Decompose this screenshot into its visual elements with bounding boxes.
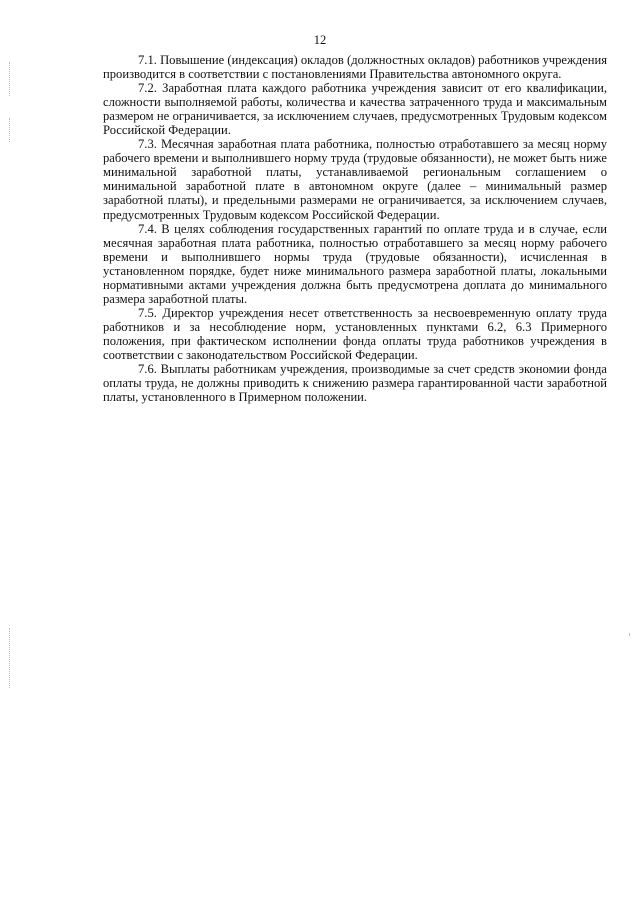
document-body [103,53,607,404]
scan-speck [629,633,630,636]
paragraph-7-3: 7.3. Месячная заработная плата работника, полностью отработавшего за месяц норму рабочего времени и выполнившего норму труда (трудовые обязанности), не может быть ниже минимальной заработной платы, устанавливаемой региональным соглашением о минимальной заработной плате в автономном округе (далее – минимальный размер заработной платы), и предельными размерами не ограничивается, за исключением случаев, предусмотренных Трудовым кодексом Российской Федерации. [103,137,607,222]
scan-margin-mark [9,118,11,142]
paragraph-7-4: 7.4. В целях соблюдения государственных гарантий по оплате труда и в случае, если месячная заработная плата работника, полностью отработавшего за месяц норму рабочего времени и выполнившего нормы труда (трудовые обязанности), исчисленная в установленном порядке, будет ниже минимального размера заработной платы, локальными нормативными актами учреждения должна быть предусмотрена доплата до минимального размера заработной платы. [103,221,607,306]
paragraph-7-1: 7.1. Повышение (индексация) окладов (должностных окладов) работников учреждения производится в соответствии с постановлениями Правительства автономного округа. [103,53,607,82]
page-number: 12 [313,33,327,47]
paragraph-7-6: 7.6. Выплаты работникам учреждения, производимые за счет средств экономии фонда оплаты труда, не должны приводить к снижению размера гарантированной части заработной платы, установленного в Примерном положении. [103,362,607,405]
scan-margin-mark [9,628,11,688]
scan-margin-mark [9,62,11,96]
paragraph-7-2: 7.2. Заработная плата каждого работника учреждения зависит от его квалификации, сложности выполняемой работы, количества и качества затраченного труда и максимальным размером не ограничивается, за исключением случаев, предусмотренных Трудовым кодексом Российской Федерации. [103,81,607,138]
paragraph-7-5: 7.5. Директор учреждения несет ответственность за несвоевременную оплату труда работников и за несоблюдение норм, установленных пунктами 6.2, 6.3 Примерного положения, при фактическом исполнении фонда оплаты труда работников учреждения в соответствии с законодательством Российской Федерации. [103,305,607,362]
